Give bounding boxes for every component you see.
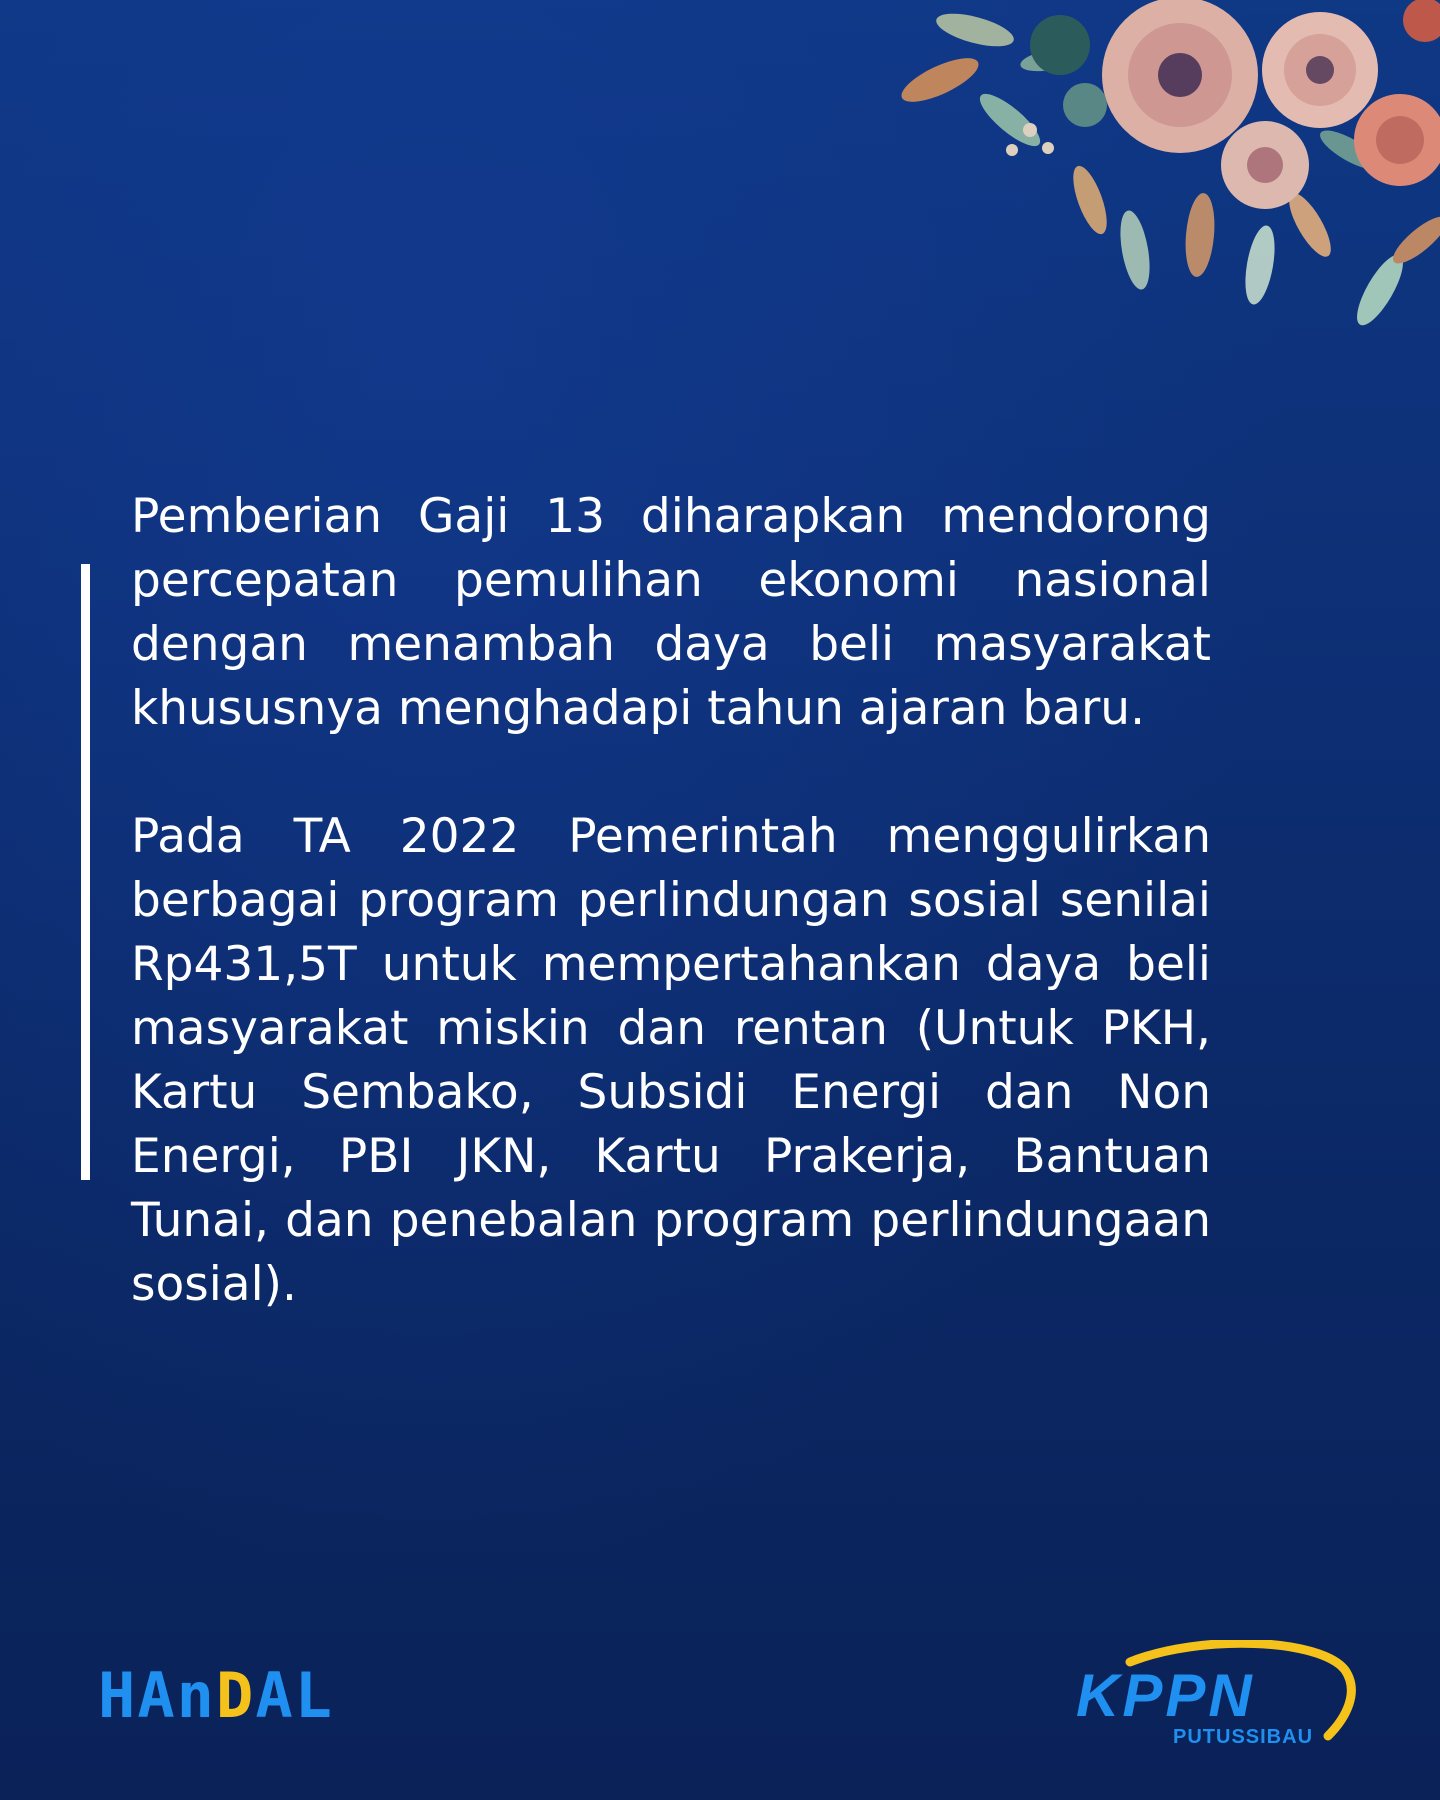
paragraph-2: Pada TA 2022 Pemerintah menggulirkan berbagai program perlindungan sosial senilai Rp431,5T untuk mempertahankan daya beli masyarakat miskin dan rentan (Untuk PKH, Kartu Sembako, Subsidi Energi dan Non Energi, PBI JKN, Kartu Prakerja, Bantuan Tunai, dan penebalan program perlindungaan sosial). — [131, 809, 1211, 1312]
handal-logo-accent: D — [215, 1659, 256, 1732]
quote-bar — [81, 564, 90, 1180]
handal-logo — [98, 1659, 428, 1732]
kppn-office-name: PUTUSSIBAU — [1173, 1726, 1314, 1748]
kppn-logo-wordmark: KPPN — [1076, 1662, 1255, 1729]
body-text — [131, 485, 1211, 1317]
handal-logo-wordmark: HAnDAL — [98, 1659, 334, 1732]
floral-decoration — [880, 0, 1440, 340]
kppn-logo — [1070, 1640, 1360, 1750]
paragraph-1: Pemberian Gaji 13 diharapkan mendorong percepatan pemulihan ekonomi nasional dengan menambah daya beli masyarakat khususnya menghadapi tahun ajaran baru. — [131, 489, 1211, 736]
